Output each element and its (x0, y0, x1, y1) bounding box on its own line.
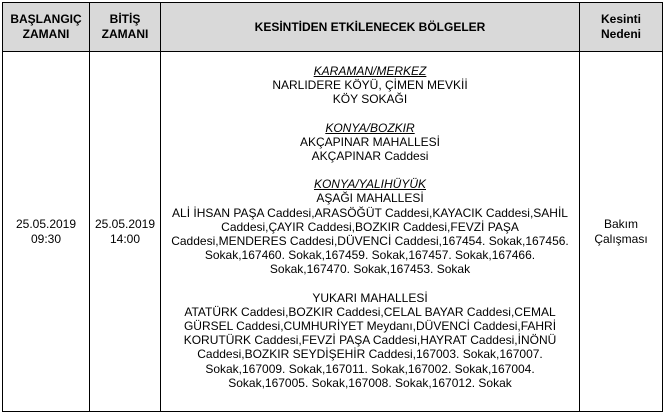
street-line: ATATÜRK Caddesi,BOZKIR Caddesi,CELAL BAYAR Caddesi,CEMAL (184, 304, 556, 319)
affected-regions-cell (161, 52, 580, 412)
outage-table (2, 2, 663, 412)
street-line: Sokak,167470. Sokak,167453. Sokak (269, 262, 471, 277)
street-line: Sokak,167005. Sokak,167008. Sokak,167012. Sokak (228, 375, 512, 390)
end-time-cell: 25.05.2019 14:00 (90, 52, 161, 412)
street-line: GÜRSEL Caddesi,CUMHURİYET Meydanı,DÜVENCİ Caddesi,FAHRİ (183, 319, 557, 334)
street-line: AKÇAPINAR Caddesi (311, 149, 429, 164)
region-blocks (161, 64, 579, 390)
outage-reason-cell: Bakım Çalışması (580, 52, 663, 412)
region-block (161, 177, 579, 276)
header-end-time: BİTİŞ ZAMANI (90, 3, 161, 52)
table-row (3, 52, 663, 412)
street-line: Sokak,167009. Sokak,167011. Sokak,167002. Sokak,167004. (205, 361, 535, 376)
street-line: Sokak,167460. Sokak,167459. Sokak,167457. Sokak,167466. (204, 248, 536, 263)
region-name: KARAMAN/MERKEZ (313, 64, 427, 78)
region-name: KONYA/BOZKIR (325, 120, 415, 135)
street-line: KORUTÜRK Caddesi,FEVZİ PAŞA Caddesi,HAYRAT Caddesi,İNÖNÜ (183, 333, 557, 348)
street-line: Caddesi,MENDERES Caddesi,DÜVENCİ Caddesi,167454. Sokak,167456. (171, 234, 569, 249)
region-name: KONYA/YALIHÜYÜK (313, 177, 427, 192)
location-line: AŞAĞI MAHALLESİ (316, 191, 424, 206)
header-outage-reason: Kesinti Nedeni (580, 3, 663, 52)
start-time-cell: 25.05.2019 09:30 (3, 52, 90, 412)
location-line: AKÇAPINAR MAHALLESİ (299, 134, 441, 149)
street-line: KÖY SOKAĞI (332, 92, 408, 107)
location-line: NARLIDERE KÖYÜ, ÇİMEN MEVKİİ (272, 78, 468, 93)
header-row (3, 3, 663, 52)
street-line: Caddesi,BOZKIR SEYDİŞEHİR Caddesi,167003. Sokak,167007. (197, 347, 543, 362)
region-block (161, 291, 579, 390)
street-line: Caddesi,ÇAYIR Caddesi,BOZKIR Caddesi,FEVZİ PAŞA (221, 219, 519, 234)
header-start-time: BAŞLANGIÇ ZAMANI (3, 3, 90, 52)
location-line: YUKARI MAHALLESİ (312, 290, 428, 305)
region-block (161, 121, 579, 164)
header-affected-regions: KESİNTİDEN ETKİLENECEK BÖLGELER (161, 3, 580, 52)
street-line: ALİ İHSAN PAŞA Caddesi,ARASÖĞÜT Caddesi,KAYACIK Caddesi,SAHİL (172, 205, 568, 220)
region-block (161, 64, 579, 107)
